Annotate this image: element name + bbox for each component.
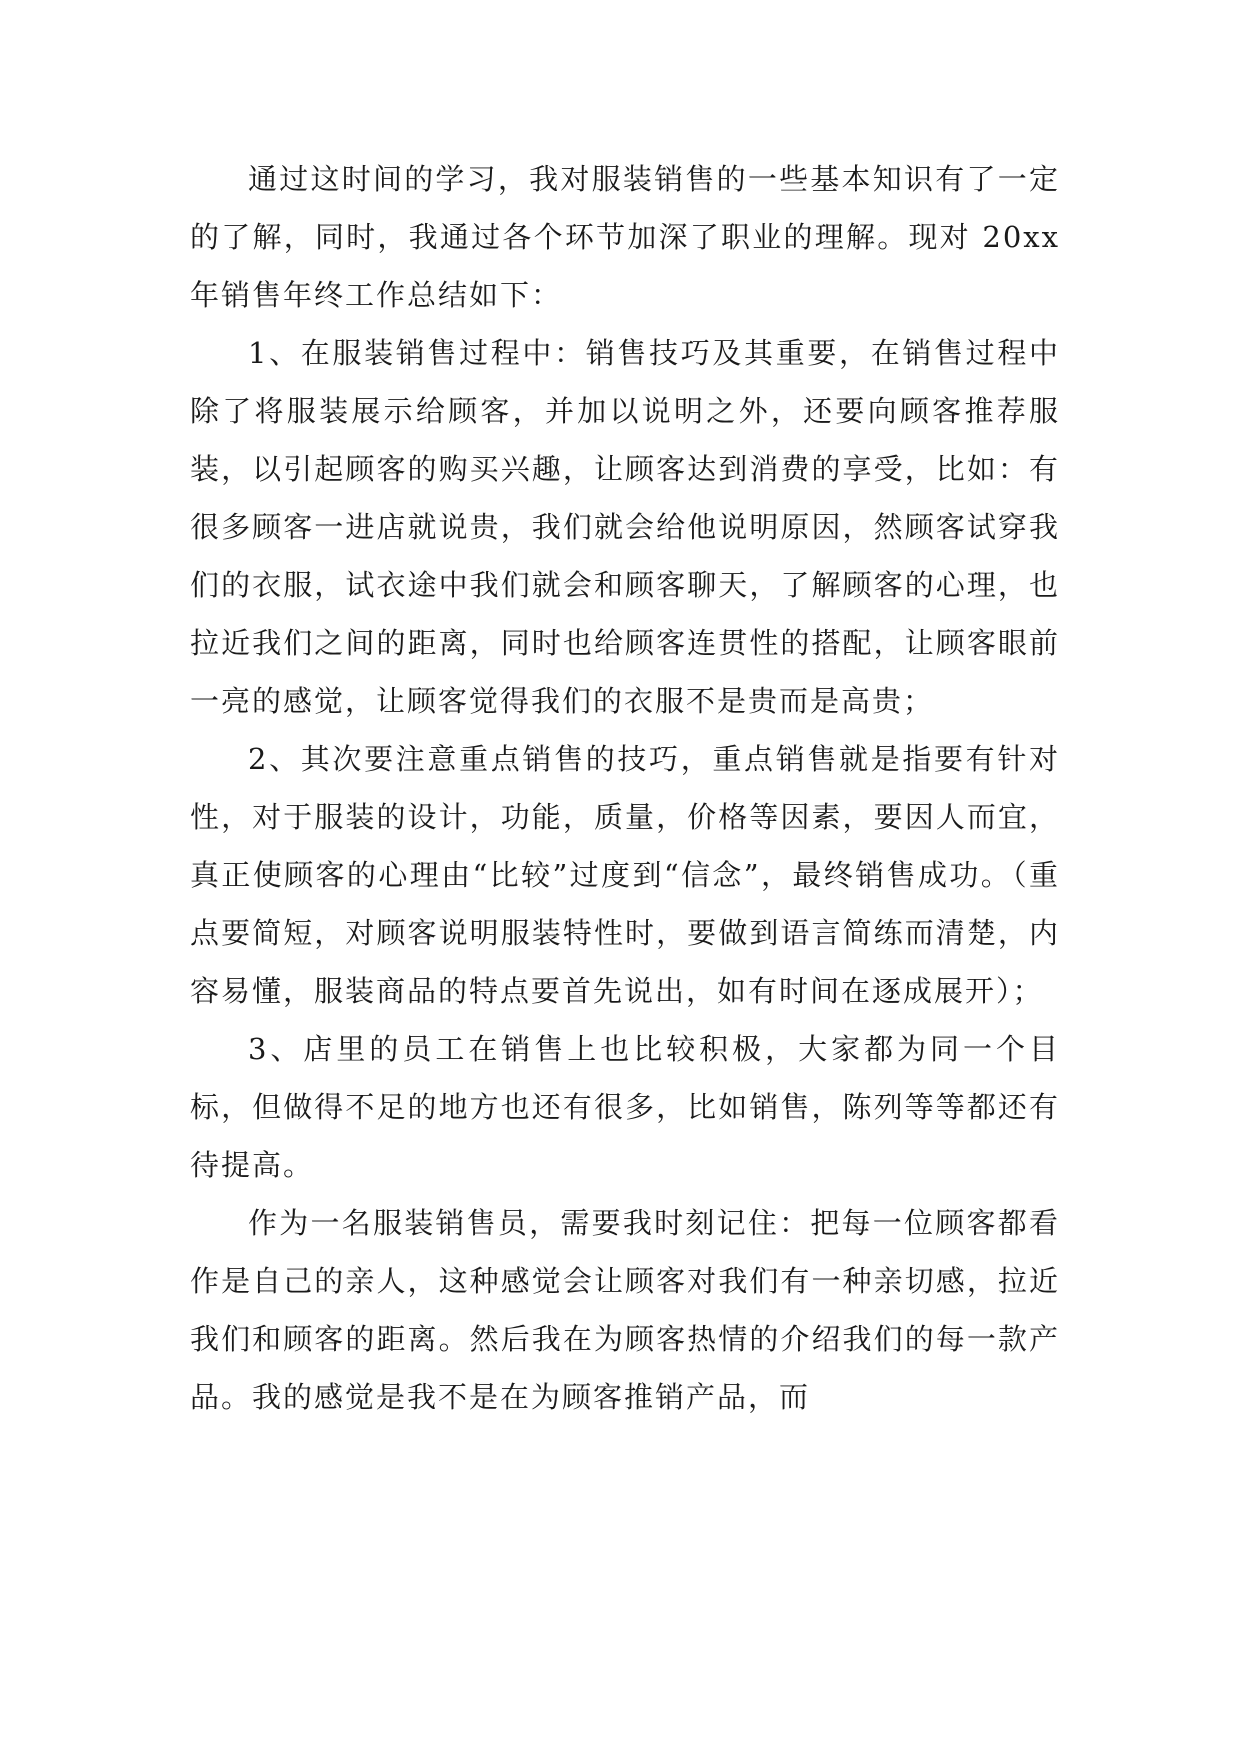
document-body	[190, 150, 1060, 1426]
point-1-paragraph: 1、在服装销售过程中：销售技巧及其重要，在销售过程中除了将服装展示给顾客，并加以说明之外，还要向顾客推荐服装，以引起顾客的购买兴趣，让顾客达到消费的享受，比如：有很多顾客一进店就说贵，我们就会给他说明原因，然顾客试穿我们的衣服，试衣途中我们就会和顾客聊天，了解顾客的心理，也拉近我们之间的距离，同时也给顾客连贯性的搭配，让顾客眼前一亮的感觉，让顾客觉得我们的衣服不是贵而是高贵；	[190, 336, 1060, 718]
intro-paragraph: 通过这时间的学习，我对服装销售的一些基本知识有了一定的了解，同时，我通过各个环节加深了职业的理解。现对 20xx 年销售年终工作总结如下：	[190, 162, 1060, 312]
reflection-paragraph: 作为一名服装销售员，需要我时刻记住：把每一位顾客都看作是自己的亲人，这种感觉会让顾客对我们有一种亲切感，拉近我们和顾客的距离。然后我在为顾客热情的介绍我们的每一款产品。我的感觉是我不是在为顾客推销产品，而	[190, 1206, 1060, 1414]
point-3-paragraph: 3、店里的员工在销售上也比较积极，大家都为同一个目标，但做得不足的地方也还有很多，比如销售，陈列等等都还有待提高。	[190, 1032, 1060, 1182]
point-2-paragraph: 2、其次要注意重点销售的技巧，重点销售就是指要有针对性，对于服装的设计，功能，质量，价格等因素，要因人而宜，真正使顾客的心理由“比较”过度到“信念”，最终销售成功。（重点要简短，对顾客说明服装特性时，要做到语言简练而清楚，内容易懂，服装商品的特点要首先说出，如有时间在逐成展开）；	[190, 742, 1060, 1008]
